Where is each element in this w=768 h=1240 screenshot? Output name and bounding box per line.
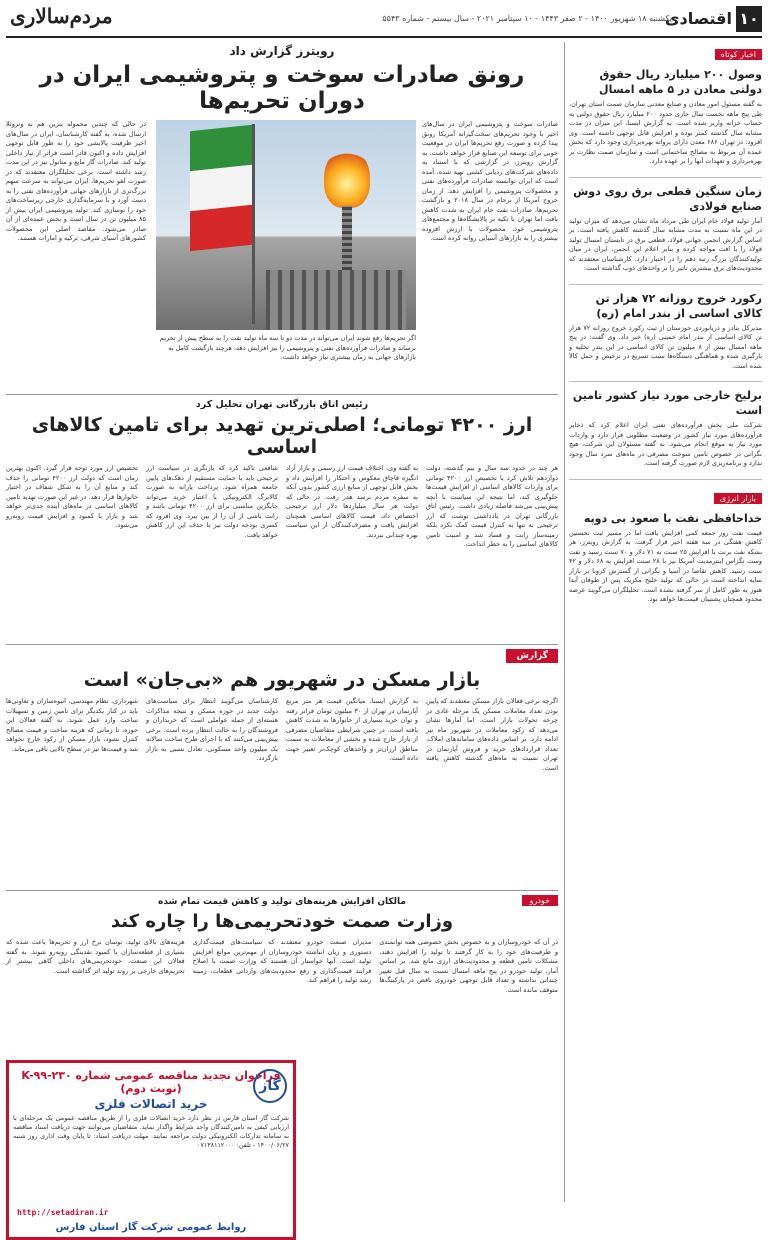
sidebar-tag: اخبار کوتاه [715,49,762,60]
ad-title: فراخوان تجدید مناقصه عمومی شماره K-۹۹-۲۳۰ (نوبت دوم) [21,1069,281,1095]
section-title: اقتصادی [664,9,732,28]
article-column: اگرچه برخی فعالان بازار مسکن معتقدند که پایین بودن تعداد معاملات مسکن یک مرحله عادی در چرخه تحولات بازار است، اما آمارها نشان می‌دهد که رکود معاملات در شهریور ماه نیز ادامه دارد. بر اساس داده‌های سامانه‌های املاک، تعداد قراردادهای خرید و فروش آپارتمان در تهران نسبت به ماه‌های گذشته کاهش یافته است. [426,697,558,772]
article-column: شافعی تاکید کرد که بازنگری در سیاست ارز ترجیحی باید با حمایت مستقیم از دهک‌های پایین جامعه همراه شود. پرداخت یارانه به صورت کالابرگ الکترونیکی یا اعتبار خرید می‌تواند جایگزین مناسبی برای ارز ۴۲۰۰ تومانی باشد و رانت ناشی از آن را از بین ببرد. وی افزود که کسری بودجه دولت نیز با حذف این ارز کاهش خواهد یافت. [146,464,278,539]
article-column: هر چند در حدود سه سال و نیم گذشته، دولت دوازدهم تلاش کرد با تخصیص ارز ۴۲۰۰ تومانی برای واردات کالاهای اساسی از افزایش قیمت‌ها جلوگیری کند، اما نتیجه این سیاست با آنچه پیش‌بینی می‌شد فاصله زیادی داشت. رئیس اتاق بازرگانی تهران در یادداشتی نوشت که ارز ترجیحی نه تنها به کنترل قیمت کمک نکرد بلکه زمینه‌ساز رانت و فساد شد و امنیت تامین کالاهای اساسی را به خطر انداخت. [426,464,558,548]
article-kicker: رویترز گزارش داد [229,44,335,58]
sidebar-text: قیمت نفت روز جمعه کمی افزایش یافت اما در مسیر ثبت نخستین کاهش هفتگی در سه هفته اخیر قرار گرفت. به گزارش رویترز، هر بشکه نفت برنت با افزایش ۲۵ سنت به ۷۱ دلار و ۷۰ سنت رسید و نفت وست تگزاس اینترمدیت آمریکا نیز با ۲۸ سنت افزایش به ۶۸ دلار و ۴۲ سنت رسید. کاهش تقاضا در آسیا و نگرانی از گسترش کرونا بر بازار سایه انداخته است در حالی که تولید خلیج مکزیک پس از طوفان آیدا هنوز به طور کامل از سر گرفته نشده است. تحلیلگران می‌گویند عرضه محدود همچنان پشتیبان قیمت‌ها خواهد بود. [569,528,763,603]
article-title: رونق صادرات سوخت و پتروشیمی ایران در دوران تحریم‌ها [39,62,525,114]
article-column: در آن که خودروسازان و به خصوص بخش خصوصی همه توانمندی و ظرفیت‌های خود را به کار گرفتند تا تولید را افزایش دهند، مشکلات تامین قطعه و محدودیت‌های ارزی مانع شد. بر اساس آمار، تولید خودرو در پنج ماهه امسال نسبت به سال قبل تغییر چندانی نداشته و تعداد قابل توجهی خودروی ناقص در پارکینگ‌ها متوقف مانده است. [379,938,558,994]
sidebar-item [569,388,762,480]
sidebar-headline: زمان سنگین قطعی برق روی دوش صنایع فولادی [573,184,762,213]
article-housing [6,644,558,890]
iran-flag-icon [190,125,252,252]
sidebar-headline: خداحافظی نفت با صعود بی دوپه [583,511,762,525]
article-column: کارشناسان می‌گویند انتظار برای سیاست‌های دولت جدید در حوزه مسکن و نتیجه مذاکرات هسته‌ای از جمله عواملی است که خریداران و فروشندگان را به حالت انتظار برده است. برخی پیش‌بینی می‌کنند که با اجرای طرح ساخت سالانه یک میلیون واحد مسکونی، تعادل نسبی به بازار بازگردد. [146,697,278,762]
article-column: به گزارش ایسنا، میانگین قیمت هر متر مربع آپارتمان در تهران از ۳۰ میلیون تومان فراتر رفته و توان خرید بسیاری از خانوارها به شدت کاهش یافته است. در چنین شرایطی متقاضیان مصرفی از بازار خارج شده و بخشی از معاملات به سمت مناطق ارزان‌تر و واحدهای کوچک‌تر تغییر جهت داده است. [286,697,418,762]
sidebar-text: به گفته مسئول امور معادن و صنایع معدنی سازمان صمت استان تهران، طی پنج ماهه نخست سال جاری حدود ۲۰۰ میلیارد ریال حقوق دولتی به حساب خزانه واریز شده است. به گزارش ایسنا، این میزان در مدت مشابه سال گذشته کمتر بوده و افزایش قابل توجهی داشته است. وی افزود: در تهران ۶۸۶ معدن دارای پروانه بهره‌برداری وجود دارد که بخش عمده آن مربوط به مصالح ساختمانی است و سازمان صمت نظارت بر بهره‌برداری و تعهدات آنها را بر عهده دارد. [569,100,763,165]
article-column: به گفته وی، اختلاف قیمت ارز رسمی و بازار آزاد انگیزه قاچاق معکوس و احتکار را افزایش داد و بخش قابل توجهی از منابع ارزی کشور بدون آنکه به سفره مردم برسد هدر رفت. در حالی که دولت هر سال میلیاردها دلار ارز ترجیحی اختصاص داد، قیمت کالاهای اساسی همچنان افزایش یافت و مصرف‌کنندگان از این سیاست بهره چندانی نبردند. [286,464,418,539]
sidebar-item [569,291,762,383]
dateline: یکشنبه ۱۸ شهریور ۱۴۰۰ - ۲ صفر ۱۴۴۳ - ۱۰ سپتامبر ۲۰۲۱ - سال بیستم - شماره ۵۵۴۳ [382,14,672,23]
page-number: ۱۰ [736,6,762,32]
article-column: هزینه‌های بالای تولید، نوسان نرخ ارز و تحریم‌ها باعث شده که بسیاری از قطعه‌سازان با کمبود نقدینگی روبه‌رو شوند. به گفته فعالان این صنعت، خودتحریمی‌های داخلی گاهی بیشتر از تحریم‌های خارجی بر روند تولید اثر گذاشته است. [5,938,185,975]
article-fuel-exports [6,44,558,420]
article-currency [6,394,558,644]
article-kicker: مالکان افزایش هزینه‌های تولید و کاهش قیمت تمام شده [158,897,406,907]
ad-text: شرکت گاز استان فارس در نظر دارد خرید اتصالات فلزی را از طریق مناقصه عمومی یک مرحله‌ای با ارزیابی کیفی به تامین‌کنندگان واجد شرایط واگذار نماید. متقاضیان می‌توانند جهت دریافت اسناد مناقصه به سامانه تدارکات الکترونیکی دولت مراجعه نمایند. مهلت دریافت اسناد: تا پایان وقت اداری روز شنبه ۱۴۰۰/۰۶/۲۷ - تلفن: ۰۷۱۳۸۱۱۲۰۰۰ [13,1114,289,1149]
sidebar-item [569,511,762,615]
tender-advertisement [6,1060,296,1240]
flagpole [252,124,255,324]
main-content [5,42,558,1233]
refinery-structure [266,270,406,330]
newspaper-logo: مردم‌سالاری [10,4,113,28]
gas-flare-icon [324,148,370,208]
masthead [6,4,762,38]
article-title: وزارت صمت خودتحریمی‌ها را چاره کند [110,911,454,932]
sidebar-tag-energy: بازار انرژی [714,493,762,504]
gas-company-logo: گاز [253,1069,287,1103]
sidebar-text: آمار تولید فولاد خام ایران طی مرداد ماه نشان می‌دهد که میزان تولید در این ماه نسبت به مدت مشابه سال گذشته کاهش یافته است. بر اساس گزارش انجمن جهانی فولاد، قطعی برق در تابستان امسال تولید فولاد را با افت مواجه کرده و بنابر اعلام این انجمن، ایران در میان تولیدکنندگان بزرگ رتبه دهم را در اختیار دارد. کارشناسان معتقدند که محدودیت‌های برق بیشترین تاثیر را بر واحدهای ذوب گذاشته است. [569,216,762,272]
sidebar-headline: برلیخ خارجی مورد نیاز کشور تامین است [572,389,762,417]
ad-url-link[interactable]: http://setadiran.ir [17,1208,109,1217]
auto-tag: خودرو [522,895,558,906]
sidebar-item [569,184,762,285]
article-title: بازار مسکن در شهریور هم «بی‌جان» است [83,669,481,691]
news-sidebar [564,42,762,1202]
report-tag: گزارش [506,649,558,663]
article-column: مدیران صنعت خودرو معتقدند که سیاست‌های قیمت‌گذاری دستوری و زیان انباشته خودروسازان از مهم‌ترین موانع افزایش تولید است. آنها خواستار آن هستند که وزارت صمت با اصلاح فرایند قیمت‌گذاری و رفع محدودیت‌های وارداتی قطعات، زمینه رشد تولید را فراهم کند. [192,938,372,984]
sidebar-headline: رکورد خروج روزانه ۷۲ هزار تن کالای اساسی از بندر امام (ره) [595,291,762,320]
article-photo [156,120,416,330]
article-column: شهرداری، نظام مهندسی، انبوه‌سازان و تعاونی‌ها باید در کنار یکدیگر برای تامین زمین و تسهیلات ساخت وارد عمل شوند. به گفته فعالان این حوزه، تا زمانی که هزینه ساخت و قیمت مصالح کنترل نشود، بازار مسکن از رکود خارج نخواهد شد و قیمت‌ها نیز در سطح بالایی باقی می‌ماند. [6,697,138,753]
ad-footer: روابط عمومی شرکت گاز استان فارس [55,1222,247,1233]
photo-caption: اگر تحریم‌ها رفع شوند ایران می‌تواند در مدت دو تا سه ماه تولید نفت را به سطح پیش از تحریم برساند و صادرات فرآورده‌های نفتی و پتروشیمی را نیز افزایش دهد، هرچند بازگشت کامل به بازارهای جهانی به زمان بیشتری نیاز خواهد داشت. [159,334,416,361]
article-title: ارز ۴۲۰۰ تومانی؛ اصلی‌ترین تهدید برای تامین کالاهای اساسی [31,414,533,458]
sidebar-item [569,67,762,178]
sidebar-text: شرکت ملی پخش فرآورده‌های نفتی ایران اعلام کرد که ذخایر فرآورده‌های مورد نیاز کشور در وضعیت مطلوبی قرار دارد و واردات مورد نیاز به موقع انجام می‌شود. به گفته مسئولان این شرکت، هیچ نگرانی در خصوص تامین سوخت مصرفی در ماه‌های سرد سال وجود ندارد و برنامه‌ریزی لازم صورت گرفته است. [569,421,762,467]
sidebar-text: مدیرکل بنادر و دریانوردی خوزستان از ثبت رکورد خروج روزانه ۷۲ هزار تن کالای اساسی از بندر امام خمینی (ره) خبر داد. وی گفت: در پنج ماهه امسال بیش از ۸ میلیون تن کالای اساسی در این بندر تخلیه و بارگیری شده و هماهنگی دستگاه‌ها سبب تسریع در ترخیص و حمل کالا شده است. [569,323,762,370]
article-column: در حالی که چندین محموله بنزین هم به ونزوئلا ارسال شده، به گفته کارشناسان، ایران در سال‌های اخیر ظرفیت پالایشی خود را به طور قابل توجهی افزایش داده و اکنون قادر است فراتر از نیاز داخلی تولید کند. صادرات گاز مایع و متانول نیز در این مدت رشد داشته است. برخی تحلیلگران معتقدند که در صورت لغو تحریم‌ها، ایران می‌تواند به سرعت سهم بزرگ‌تری از بازارهای جهانی فرآورده‌های نفتی را به دست آورد و با سرمایه‌گذاری خارجی زیرساخت‌های خود را نوسازی کند. تولید پتروشیمی ایران بیش از ۸۵ میلیون تن در سال است و بخش عمده‌ای از آن صادر می‌شود. مقاصد اصلی این محصولات کشورهای آسیای شرقی، ترکیه و امارات هستند. [6,120,146,242]
article-column: تخصیص ارز مورد توجه قرار گیرد. اکنون بهترین زمان است که دولت ارز ۴۲۰۰ تومانی را حذف کند و منابع آن را به شکل شفاف در اختیار خانوارها قرار دهد. در غیر این صورت تهدید تامین کالاهای اساسی در ماه‌های آینده جدی‌تر خواهد شد و بازار با کمبود و افزایش قیمت روبه‌رو می‌شود. [6,464,138,529]
article-kicker: رئیس اتاق بازرگانی تهران تحلیل کرد [195,399,369,410]
article-column: صادرات سوخت و پتروشیمی ایران در سال‌های اخیر با وجود تحریم‌های سخت‌گیرانه آمریکا رونق پیدا کرده و صورت رفع تحریم‌ها ایران در موقعیت خوبی برای توسعه این صنایع قرار خواهد داشت. به گزارش رویترز، در گزارشی که با استناد به داده‌های شرکت‌های ردیابی کشتی تهیه شده، آمده است که ایران توانسته صادرات فرآورده‌های نفتی و محصولات پتروشیمی را افزایش دهد. از زمان خروج آمریکا از برجام در سال ۲۰۱۸ و بازگشت تحریم‌ها، صادرات نفت خام ایران به شدت کاهش یافت اما تهران با تکیه بر پالایشگاه‌ها و مجتمع‌های پتروشیمی خود، محصولات با ارزش افزوده بیشتری را به بازارهای آسیایی روانه کرده است. [422,120,558,242]
ad-subtitle: خرید اتصالات فلزی [94,1097,208,1111]
sidebar-headline: وصول ۲۰۰ میلیارد ریال حقوق دولتی معادن در ۵ ماهه امسال [599,68,762,96]
